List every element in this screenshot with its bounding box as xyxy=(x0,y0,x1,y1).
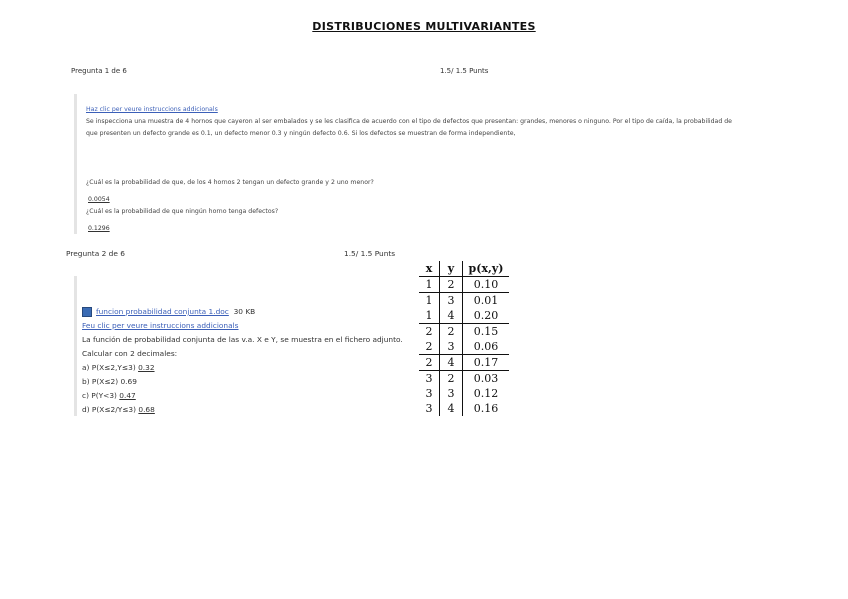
cell-x: 3 xyxy=(419,371,440,387)
item-label: d) P(X≤2/Y≤3) xyxy=(82,405,137,414)
cell-x: 2 xyxy=(419,355,440,371)
question-2-item-d xyxy=(82,405,155,414)
cell-x: 2 xyxy=(419,339,440,355)
question-2-instructions-link[interactable]: Feu clic per veure instruccions addicionals xyxy=(82,321,239,330)
question-1-sub-2: ¿Cuál es la probabilidad de que ningún horno tenga defectos? xyxy=(86,208,279,215)
question-1-score: 1.5/ 1.5 Punts xyxy=(440,67,489,75)
question-2-item-b xyxy=(82,377,137,386)
cell-y: 4 xyxy=(440,401,463,416)
table-row xyxy=(419,324,509,340)
cell-p: 0.03 xyxy=(463,371,510,387)
question-1-label: Pregunta 1 de 6 xyxy=(71,67,127,75)
cell-p: 0.10 xyxy=(473,278,499,291)
question-2-label: Pregunta 2 de 6 xyxy=(66,249,125,258)
cell-y: 3 xyxy=(440,386,463,401)
question-1-instructions-link[interactable]: Haz clic per veure instruccions addicionals xyxy=(86,106,218,113)
cell-p: 0.06 xyxy=(473,340,499,353)
item-answer: 0.68 xyxy=(138,405,155,414)
table-row xyxy=(419,386,509,401)
table-row xyxy=(419,401,509,416)
table-row xyxy=(419,339,509,355)
cell-y: 2 xyxy=(440,371,463,387)
table-row xyxy=(419,308,509,324)
document-icon xyxy=(82,307,92,317)
page-title: DISTRIBUCIONES MULTIVARIANTES xyxy=(312,20,536,33)
header-x: x xyxy=(419,261,440,277)
table-row xyxy=(419,277,509,293)
header-p: p(x,y) xyxy=(463,261,510,277)
question-2-bar xyxy=(74,276,77,416)
item-label: b) P(X≤2) xyxy=(82,377,119,386)
item-answer: 0.47 xyxy=(119,391,136,400)
cell-x: 3 xyxy=(419,386,440,401)
item-answer: 0.32 xyxy=(138,363,155,372)
question-1-bar xyxy=(74,94,77,234)
cell-y: 3 xyxy=(440,339,463,355)
cell-y: 4 xyxy=(440,308,463,324)
item-label: c) P(Y<3) xyxy=(82,391,117,400)
question-1-text-line-2: que presenten un defecto grande es 0.1, un defecto menor 0.3 y ningún defecto 0.6. Si los defectos se muestran de forma independiente, xyxy=(86,130,516,137)
cell-y: 2 xyxy=(440,277,463,293)
cell-x: 3 xyxy=(419,401,440,416)
question-1-text-line-1: Se inspecciona una muestra de 4 hornos que cayeron al ser embalados y se les clasifica de acuerdo con el tipo de defectos que presentan: grandes, menores o ninguno. Por el tipo de caída, la probabilidad de xyxy=(86,118,732,125)
question-1-answer-2: 0.1296 xyxy=(88,225,110,232)
cell-p: 0.12 xyxy=(473,387,499,400)
question-2-score: 1.5/ 1.5 Punts xyxy=(344,249,396,258)
question-1-answer-1: 0.0054 xyxy=(88,196,110,203)
table-row xyxy=(419,371,509,387)
cell-x: 1 xyxy=(419,293,440,309)
cell-p: 0.15 xyxy=(463,324,510,340)
cell-p: 0.16 xyxy=(473,402,499,415)
table-row xyxy=(419,355,509,371)
cell-p: 0.17 xyxy=(463,355,510,371)
question-2-item-a xyxy=(82,363,155,372)
question-2-instruction: Calcular con 2 decimales: xyxy=(82,349,178,358)
header-y: y xyxy=(440,261,463,277)
attachment-link[interactable]: funcion probabilidad conjunta 1.doc xyxy=(96,307,229,316)
item-label: a) P(X≤2,Y≤3) xyxy=(82,363,136,372)
item-answer: 0.69 xyxy=(120,377,137,386)
cell-x: 1 xyxy=(419,308,440,324)
probability-table xyxy=(419,261,509,416)
question-1-sub-1: ¿Cuál es la probabilidad de que, de los 4 hornos 2 tengan un defecto grande y 2 uno menor? xyxy=(86,179,374,186)
cell-y: 3 xyxy=(440,293,463,309)
cell-x: 2 xyxy=(419,324,440,340)
attachment-size: 30 KB xyxy=(233,307,256,316)
table-row xyxy=(419,293,509,309)
cell-x: 1 xyxy=(419,277,440,293)
cell-y: 4 xyxy=(440,355,463,371)
question-2-item-c xyxy=(82,391,136,400)
cell-p: 0.20 xyxy=(473,309,499,322)
attachment xyxy=(82,307,255,317)
question-2-intro: La función de probabilidad conjunta de las v.a. X e Y, se muestra en el fichero adjunto. xyxy=(82,335,403,344)
cell-y: 2 xyxy=(440,324,463,340)
table-header-row xyxy=(419,261,509,277)
cell-p: 0.01 xyxy=(463,293,510,309)
